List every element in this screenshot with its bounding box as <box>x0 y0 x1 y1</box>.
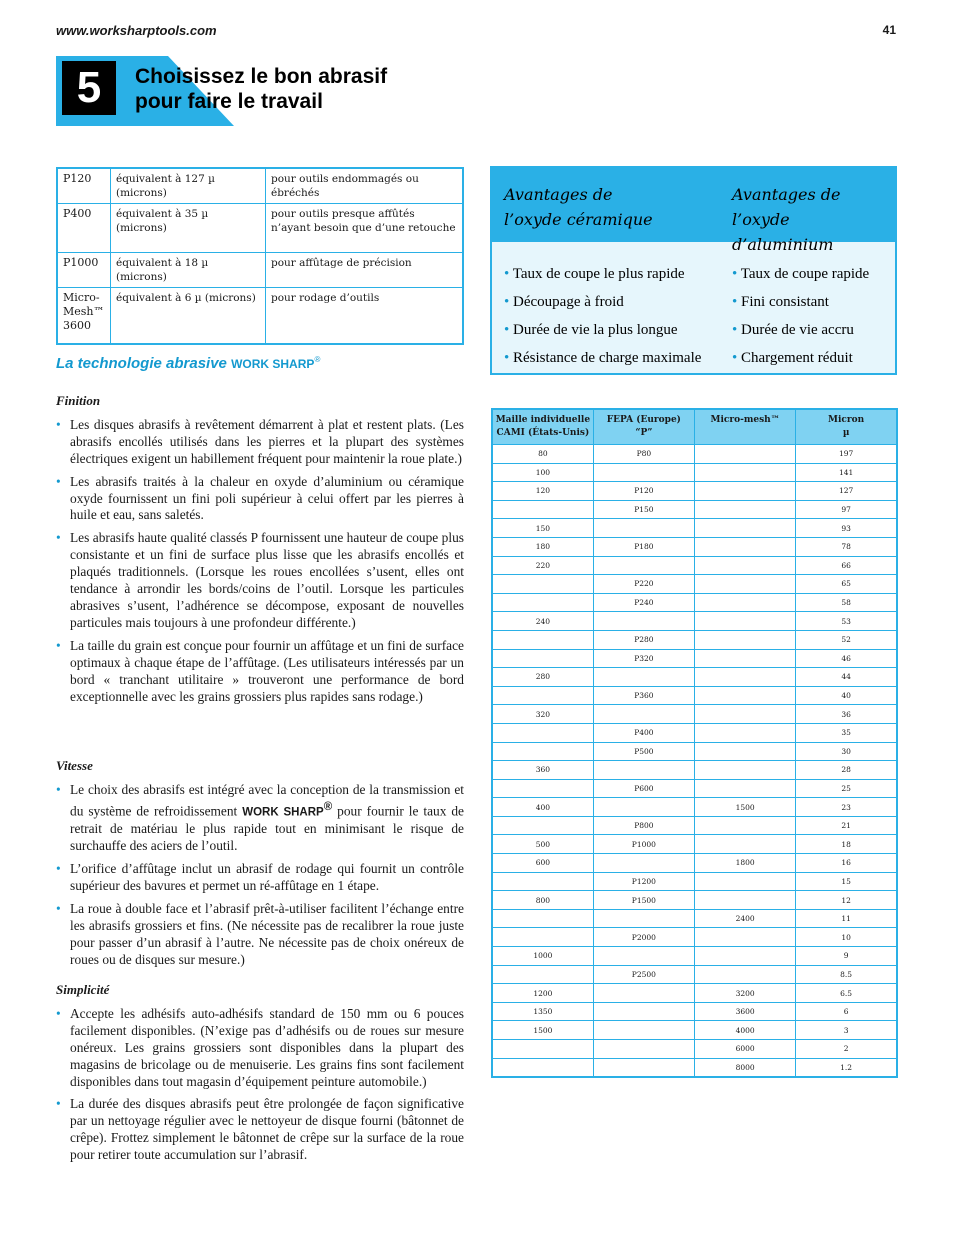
table-cell: 150 <box>492 519 593 538</box>
table-cell: 1200 <box>492 984 593 1003</box>
table-cell: P320 <box>593 649 694 668</box>
column-header-fepa: FEPA (Europe) “P” <box>593 409 694 445</box>
list-item: • Fini consistant <box>732 288 869 316</box>
list-item: • Taux de coupe rapide <box>732 260 869 288</box>
table-cell <box>492 872 593 891</box>
grit-table <box>56 167 464 345</box>
table-cell: P2500 <box>593 965 694 984</box>
table-cell: 2400 <box>695 909 796 928</box>
table-cell: P180 <box>593 537 694 556</box>
table-cell <box>492 630 593 649</box>
list-item: • Accepte les adhésifs auto-adhésifs standard de 150 mm ou 6 pouces facilement disponibles. (N’exige pas d’adhésifs ou de roues sur mesure onéreux. Les grains grossiers sont disponibles dans la plupart des magasins de bricolage ou de menuiserie. Les grains fins sont facilement disponibles dans tout magasin d’équipement peinture automobile.) <box>56 1006 464 1091</box>
table-cell: 65 <box>796 575 897 594</box>
table-row <box>492 593 897 612</box>
table-cell: 11 <box>796 909 897 928</box>
table-cell: 240 <box>492 612 593 631</box>
table-cell <box>695 761 796 780</box>
table-cell <box>695 445 796 464</box>
table-cell: 30 <box>796 742 897 761</box>
finition-title: Finition <box>56 393 101 408</box>
table-cell: 600 <box>492 854 593 873</box>
list-item-text: Le choix des abrasifs est intégré avec la conception de la transmission et du système de refroidissement <box>70 781 464 819</box>
table-cell <box>695 500 796 519</box>
table-row <box>492 705 897 724</box>
table-cell: 4000 <box>695 1021 796 1040</box>
table-cell <box>593 909 694 928</box>
table-cell: P80 <box>593 445 694 464</box>
table-cell <box>695 630 796 649</box>
table-row <box>492 537 897 556</box>
table-cell <box>695 556 796 575</box>
table-cell <box>593 1002 694 1021</box>
table-cell <box>593 984 694 1003</box>
table-cell: 1000 <box>492 947 593 966</box>
table-cell: 360 <box>492 761 593 780</box>
table-cell: équivalent à 6 µ (microns) <box>111 288 266 344</box>
table-row <box>492 909 897 928</box>
table-row <box>492 649 897 668</box>
table-row <box>492 816 897 835</box>
table-cell: P120 <box>593 482 694 501</box>
table-cell <box>695 835 796 854</box>
table-row <box>57 168 463 204</box>
table-cell: P280 <box>593 630 694 649</box>
list-item: • Les disques abrasifs à revêtement démarrent à plat et restent plats. (Les abrasifs encollés utilisés dans les pierres et la plupart des systèmes électriques exigent un habillement fréquent pour maintenir la roue plate.) <box>56 417 464 468</box>
table-cell: 1350 <box>492 1002 593 1021</box>
table-cell: P1000 <box>593 835 694 854</box>
table-cell: pour affûtage de précision <box>266 253 464 288</box>
list-item: • Les abrasifs haute qualité classés P fournissent une hauteur de coupe plus consistante et un fini de surface plus lisse que les abrasifs encollés et plaqués traditionnels. (Lorsque les roues encollées s’usent, elles ont tendance à arrondir les bords/coins de l’outil. Lorsque les particules abrasives s’usent, l’adhérence se décompose, exposant de nouvelles particules mais toujours à une profondeur différente.) <box>56 530 464 631</box>
list-item: • La roue à double face et l’abrasif prêt-à-utiliser facilitent l’échange entre les abrasifs grossiers et fins. (Ne nécessite pas de recalibrer la roue juste pour passer d’un abrasif à l’autre. Ne nécessite pas de choix onéreux de roues ou de disques sur mesure.) <box>56 901 464 969</box>
table-cell <box>492 909 593 928</box>
table-cell: P800 <box>593 816 694 835</box>
table-cell: 35 <box>796 723 897 742</box>
table-row <box>492 854 897 873</box>
table-row <box>492 742 897 761</box>
table-cell <box>695 463 796 482</box>
registered-mark: ® <box>323 800 333 813</box>
table-cell: 46 <box>796 649 897 668</box>
grit-conversion-table <box>491 408 898 1078</box>
table-cell <box>695 816 796 835</box>
table-cell: P2000 <box>593 928 694 947</box>
table-cell: 280 <box>492 668 593 687</box>
table-row <box>492 500 897 519</box>
table-cell <box>593 1040 694 1059</box>
table-cell: 197 <box>796 445 897 464</box>
table-row <box>492 1002 897 1021</box>
table-row <box>492 556 897 575</box>
table-cell <box>695 686 796 705</box>
table-cell: P240 <box>593 593 694 612</box>
table-cell <box>492 816 593 835</box>
section-title-line1: Choisissez le bon abrasif <box>135 65 388 88</box>
table-cell <box>492 1058 593 1077</box>
table-cell: 52 <box>796 630 897 649</box>
ceramic-heading-line1: Avantages de <box>504 185 613 204</box>
table-row <box>492 575 897 594</box>
table-row <box>492 779 897 798</box>
table-cell: 400 <box>492 798 593 817</box>
table-cell: P150 <box>593 500 694 519</box>
section-number: 5 <box>62 61 116 115</box>
list-item: • Durée de vie accru <box>732 316 869 344</box>
technology-heading-text: La technologie abrasive <box>56 355 227 372</box>
list-item: • Chargement réduit <box>732 344 869 372</box>
table-cell: équivalent à 18 µ (microns) <box>111 253 266 288</box>
table-row <box>492 891 897 910</box>
table-cell: 3200 <box>695 984 796 1003</box>
table-cell: 220 <box>492 556 593 575</box>
table-cell: Micro-Mesh™ 3600 <box>57 288 111 344</box>
table-row <box>492 928 897 947</box>
table-cell: 500 <box>492 835 593 854</box>
brand-name: WORK SHARP <box>231 357 315 371</box>
table-cell <box>492 575 593 594</box>
table-cell: 40 <box>796 686 897 705</box>
table-cell: 1.2 <box>796 1058 897 1077</box>
table-cell: 100 <box>492 463 593 482</box>
table-cell <box>695 872 796 891</box>
table-cell: 8.5 <box>796 965 897 984</box>
table-cell: pour outils endommagés ou ébréchés <box>266 168 464 204</box>
table-cell <box>695 891 796 910</box>
table-cell <box>593 947 694 966</box>
table-cell: P400 <box>57 204 111 253</box>
table-cell: 1500 <box>492 1021 593 1040</box>
table-cell <box>492 500 593 519</box>
table-cell: P1500 <box>593 891 694 910</box>
table-cell: 320 <box>492 705 593 724</box>
table-cell <box>492 686 593 705</box>
table-cell: 36 <box>796 705 897 724</box>
finition-section <box>56 393 464 711</box>
table-cell: 1500 <box>695 798 796 817</box>
table-cell <box>492 742 593 761</box>
table-cell: P500 <box>593 742 694 761</box>
table-cell <box>695 668 796 687</box>
table-cell: P120 <box>57 168 111 204</box>
table-cell <box>593 1058 694 1077</box>
table-row <box>492 519 897 538</box>
table-cell: 8000 <box>695 1058 796 1077</box>
table-cell: 141 <box>796 463 897 482</box>
table-cell: 3600 <box>695 1002 796 1021</box>
table-cell <box>695 705 796 724</box>
table-cell: P1200 <box>593 872 694 891</box>
table-cell <box>593 556 694 575</box>
table-cell <box>593 705 694 724</box>
table-row <box>492 761 897 780</box>
list-item: • Découpage à froid <box>504 288 701 316</box>
column-header-micron: Micron µ <box>796 409 897 445</box>
table-row <box>492 965 897 984</box>
table-cell: 6000 <box>695 1040 796 1059</box>
finition-list <box>56 417 464 706</box>
table-cell: 3 <box>796 1021 897 1040</box>
table-cell <box>695 612 796 631</box>
table-row <box>492 984 897 1003</box>
table-cell: P220 <box>593 575 694 594</box>
list-item: • Résistance de charge maximale <box>504 344 701 372</box>
table-cell <box>593 854 694 873</box>
table-cell <box>695 965 796 984</box>
table-cell: 78 <box>796 537 897 556</box>
list-item: • La taille du grain est conçue pour fournir un affûtage et un fini de surface optimaux à chaque étape de l’affûtage. (Les utilisateurs intéressés par un bord « tranchant utilitaire » trouveront une performance de bord exceptionnelle avec les grains grossiers plus rapides sans rodage.) <box>56 638 464 706</box>
table-cell: 6 <box>796 1002 897 1021</box>
table-cell <box>492 779 593 798</box>
table-cell: 18 <box>796 835 897 854</box>
table-cell: P400 <box>593 723 694 742</box>
brand-name: WORK SHARP <box>242 806 324 819</box>
ceramic-heading-line2: l’oxyde céramique <box>504 210 653 229</box>
table-cell <box>695 928 796 947</box>
table-cell: 10 <box>796 928 897 947</box>
registered-mark: ® <box>314 355 321 364</box>
table-row <box>492 463 897 482</box>
table-cell: 6.5 <box>796 984 897 1003</box>
column-header-cami: Maille individuelle CAMI (États-Unis) <box>492 409 593 445</box>
section-title <box>135 64 495 114</box>
table-row <box>57 204 463 253</box>
table-cell: 66 <box>796 556 897 575</box>
table-cell: 127 <box>796 482 897 501</box>
table-row <box>492 445 897 464</box>
vitesse-section <box>56 758 464 974</box>
table-cell <box>695 742 796 761</box>
table-cell <box>695 723 796 742</box>
list-item: • Les abrasifs traités à la chaleur en oxyde d’aluminium ou céramique oxyde fournissent un fini poli supérieur à celui offert par les pierres à huile et eau, sans saletés. <box>56 474 464 525</box>
table-cell: 53 <box>796 612 897 631</box>
vitesse-title: Vitesse <box>56 758 93 773</box>
table-row <box>492 1021 897 1040</box>
advantages-box <box>490 166 897 375</box>
table-cell <box>492 1040 593 1059</box>
table-cell: 21 <box>796 816 897 835</box>
table-cell <box>695 593 796 612</box>
table-row <box>492 686 897 705</box>
table-row <box>492 668 897 687</box>
table-cell <box>492 593 593 612</box>
table-row <box>492 872 897 891</box>
table-row <box>492 1058 897 1077</box>
table-row <box>492 1040 897 1059</box>
table-cell <box>593 612 694 631</box>
table-row <box>492 835 897 854</box>
table-cell <box>695 519 796 538</box>
simplicite-section <box>56 982 464 1170</box>
table-cell <box>695 482 796 501</box>
table-cell: 15 <box>796 872 897 891</box>
simplicite-list <box>56 1006 464 1164</box>
list-item: • Durée de vie la plus longue <box>504 316 701 344</box>
table-row <box>492 723 897 742</box>
table-cell: équivalent à 127 µ (microns) <box>111 168 266 204</box>
site-url: www.worksharptools.com <box>56 23 217 38</box>
table-cell: 23 <box>796 798 897 817</box>
table-cell <box>492 965 593 984</box>
aluminium-list <box>732 260 869 372</box>
table-header-row <box>492 409 897 445</box>
table-row <box>57 288 463 344</box>
table-cell <box>695 575 796 594</box>
table-cell <box>593 798 694 817</box>
table-cell <box>695 779 796 798</box>
table-cell <box>695 649 796 668</box>
table-cell: 800 <box>492 891 593 910</box>
table-cell <box>492 649 593 668</box>
aluminium-heading <box>732 182 895 257</box>
table-cell <box>593 761 694 780</box>
table-cell: 2 <box>796 1040 897 1059</box>
table-row <box>57 253 463 288</box>
table-row <box>492 798 897 817</box>
table-cell: 58 <box>796 593 897 612</box>
table-cell: 25 <box>796 779 897 798</box>
list-item: • La durée des disques abrasifs peut être prolongée de façon significative par un nettoyage régulier avec le nettoyeur de disque fourni (bâtonnet de crêpe). Frottez simplement le bâtonnet de crêpe sur la surface de la roue pour retirer toute accumulation sur l’abrasif. <box>56 1096 464 1164</box>
table-cell: P1000 <box>57 253 111 288</box>
technology-heading <box>56 355 320 372</box>
list-item: • Taux de coupe le plus rapide <box>504 260 701 288</box>
simplicite-title: Simplicité <box>56 982 110 997</box>
table-cell: 44 <box>796 668 897 687</box>
list-item <box>56 782 464 855</box>
table-cell: 28 <box>796 761 897 780</box>
column-header-micromesh: Micro-mesh™ <box>695 409 796 445</box>
table-cell <box>593 668 694 687</box>
table-cell: 9 <box>796 947 897 966</box>
table-cell <box>593 1021 694 1040</box>
page-number: 41 <box>882 23 896 37</box>
table-cell: 180 <box>492 537 593 556</box>
table-cell: 97 <box>796 500 897 519</box>
table-cell: 93 <box>796 519 897 538</box>
table-cell <box>492 723 593 742</box>
table-cell: 16 <box>796 854 897 873</box>
ceramic-list <box>504 260 701 372</box>
list-item: • L’orifice d’affûtage inclut un abrasif de rodage qui fournit un contrôle supérieur des bavures et permet un ré-affûtage en 1 étape. <box>56 861 464 895</box>
table-cell: pour rodage d’outils <box>266 288 464 344</box>
conversion-table-body <box>492 445 897 1078</box>
table-cell <box>695 947 796 966</box>
vitesse-list <box>56 782 464 969</box>
table-row <box>492 482 897 501</box>
aluminium-heading-line2: l’oxyde d’aluminium <box>732 210 834 254</box>
table-row <box>492 947 897 966</box>
table-cell: 1800 <box>695 854 796 873</box>
table-cell: 120 <box>492 482 593 501</box>
table-row <box>492 612 897 631</box>
aluminium-heading-line1: Avantages de <box>732 185 841 204</box>
list-item-text: pour fournir le taux de retrait de matériau le plus rapide tout en minimisant le risque de surchauffe des aciers de l’outil. <box>70 803 464 854</box>
table-cell: 80 <box>492 445 593 464</box>
table-cell: P600 <box>593 779 694 798</box>
table-cell <box>695 537 796 556</box>
table-cell: P360 <box>593 686 694 705</box>
table-cell <box>593 519 694 538</box>
table-cell <box>492 928 593 947</box>
table-cell: 12 <box>796 891 897 910</box>
ceramic-heading <box>504 182 653 232</box>
table-row <box>492 630 897 649</box>
table-cell: pour outils presque affûtés n’ayant besoin que d’une retouche <box>266 204 464 253</box>
table-cell <box>593 463 694 482</box>
section-title-line2: pour faire le travail <box>135 90 323 113</box>
table-cell: équivalent à 35 µ (microns) <box>111 204 266 253</box>
